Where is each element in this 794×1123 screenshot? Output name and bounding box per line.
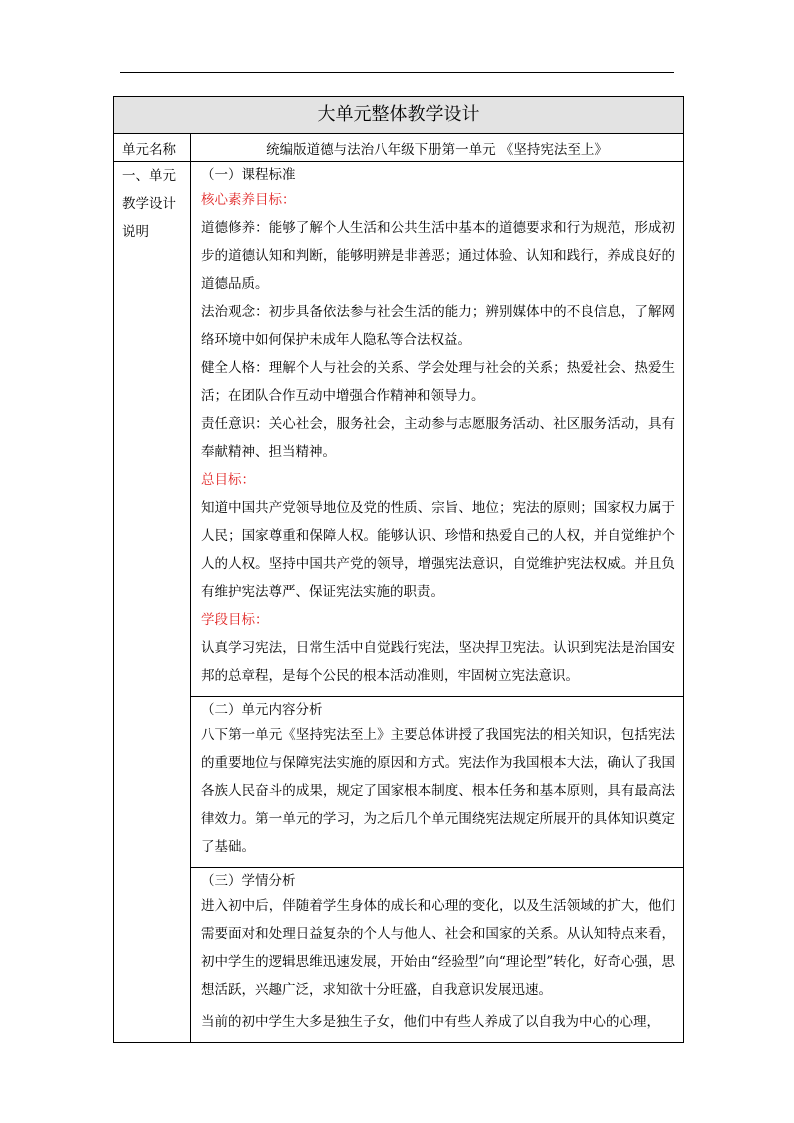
section-heading: （三）学情分析: [201, 873, 296, 889]
unit-name-value: 统编版道德与法治八年级下册第一单元 《坚持宪法至上》: [191, 134, 684, 162]
learner-analysis-section: [191, 867, 683, 1042]
content-analysis-text: 八下第一单元《坚持宪法至上》主要总体讲授了我国宪法的相关知识，包括宪法的重要地位与保障宪法实施的原因和方式。宪法作为我国根本大法，确认了我国各族人民奋斗的成果，规定了国家根本制度、根本任务和基本原则，具有最高法律效力。第一单元的学习，为之后几个单元围绕宪法规定所展开的具体知识奠定了基础。: [201, 727, 675, 855]
section-heading: （二）单元内容分析: [201, 702, 323, 718]
overall-goal-title: 总目标：: [201, 472, 255, 488]
content-cell: [191, 162, 684, 1043]
overall-goal-text: 知道中国共产党领导地位及党的性质、宗旨、地位；宪法的原则；国家权力属于人民；国家尊重和保障人权。能够认识、珍惜和热爱自己的人权，并自觉维护个人的人权。坚持中国共产党的领导，增强宪法意识，自觉维护宪法权威。并且负有维护宪法尊严、保证宪法实施的职责。: [201, 500, 675, 600]
section-heading: （一）课程标准: [201, 167, 296, 183]
curriculum-standard-section: [191, 162, 683, 696]
core-item-rule-of-law: 法治观念：初步具备依法参与社会生活的能力；辨别媒体中的不良信息，了解网络环境中如何保护未成年人隐私等合法权益。: [201, 304, 675, 348]
unit-name-label: 单元名称: [114, 134, 191, 162]
unit-content-analysis-section: [191, 696, 683, 867]
learner-analysis-text-2: 当前的初中学生大多是独生子女，他们中有些人养成了以自我为中心的心理，: [201, 1014, 660, 1030]
learner-analysis-text-1: 进入初中后，伴随着学生身体的成长和心理的变化，以及生活领域的扩大，他们需要面对和处理日益复杂的个人与他人、社会和国家的关系。从认知特点来看，初中学生的逻辑思维迅速发展，开始由“经验型”向“理论型”转化，好奇心强，思想活跃，兴趣广泛，求知欲十分旺盛，自我意识发展迅速。: [201, 898, 675, 998]
design-table: [113, 96, 684, 1043]
stage-goal-title: 学段目标：: [201, 612, 269, 628]
core-literacy-title: 核心素养目标：: [201, 192, 296, 208]
section-label: 一、单元教学设计说明: [114, 162, 191, 1043]
core-item-responsibility: 责任意识：关心社会，服务社会，主动参与志愿服务活动、社区服务活动，具有奉献精神、担当精神。: [201, 416, 675, 460]
core-item-personality: 健全人格：理解个人与社会的关系、学会处理与社会的关系；热爱社会、热爱生活；在团队合作互动中增强合作精神和领导力。: [201, 360, 675, 404]
table-title: 大单元整体教学设计: [114, 97, 684, 134]
core-item-morality: 道德修养：能够了解个人生活和公共生活中基本的道德要求和行为规范，形成初步的道德认知和判断，能够明辨是非善恶；通过体验、认知和践行，养成良好的道德品质。: [201, 220, 675, 292]
stage-goal-text: 认真学习宪法，日常生活中自觉践行宪法，坚决捍卫宪法。认识到宪法是治国安邦的总章程，是每个公民的根本活动准则，牢固树立宪法意识。: [201, 640, 675, 684]
header-rule: [120, 72, 674, 73]
